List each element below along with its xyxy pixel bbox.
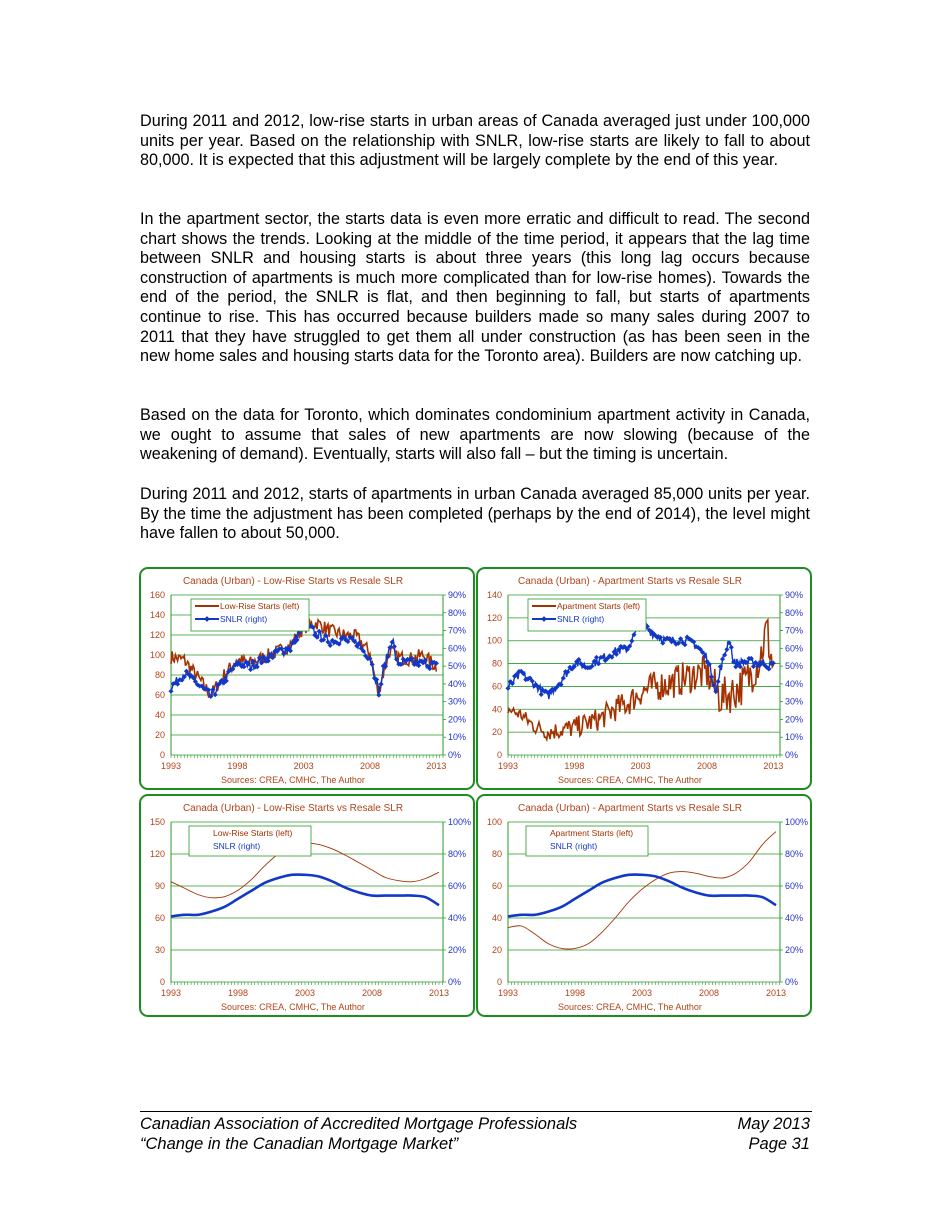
y-right-tick-label: 60% (448, 643, 467, 654)
x-tick-label: 2013 (426, 761, 447, 771)
paragraph-2: In the apartment sector, the starts data is even more erratic and difficult to read. The second chart shows the trends. Looking at the middle of the time period, it appears that the lag time between SNLR and housing starts is about three years (this long lag occurs because construction of apartments is much more complicated than for low-rise homes). Towards the end of the period, the SNLR is flat, and then beginning to fall, but starts of apartments continue to rise. This has occurred because builders made so many sales during 2007 to 2011 that they have struggled to get them all under construction (as has been seen in the new home sales and housing starts data for the Toronto area). Builders are now catching up. (140, 210, 810, 366)
y-right-tick-label: 0% (448, 750, 462, 760)
snlr-marker (168, 689, 173, 694)
footer-organization: Canadian Association of Accredited Mortgage Professionals (140, 1115, 578, 1133)
y-right-tick-label: 20% (785, 714, 804, 725)
paragraph-4: During 2011 and 2012, starts of apartments in urban Canada averaged 85,000 units per year. By the time the adjustment has been completed (perhaps by the end of 2014), the level might have fallen to about 50,000. (140, 485, 810, 543)
y-right-tick-label: 20% (448, 714, 467, 725)
y-right-tick-label: 60% (785, 881, 804, 891)
y-left-tick-label: 80 (491, 849, 502, 859)
footer-date: May 2013 (737, 1115, 810, 1133)
legend-label: SNLR (right) (213, 841, 261, 851)
y-left-tick-label: 20 (491, 727, 502, 738)
y-left-tick-label: 0 (496, 977, 502, 987)
y-left-tick-label: 100 (149, 650, 165, 660)
y-left-tick-label: 60 (491, 681, 502, 692)
x-tick-label: 2008 (697, 761, 718, 771)
chart-title: Canada (Urban) - Low-Rise Starts vs Resale SLR (182, 803, 404, 814)
legend-label: Low-Rise Starts (left) (213, 828, 293, 838)
footer-rule (140, 1111, 812, 1112)
y-right-tick-label: 40% (448, 678, 467, 689)
x-tick-label: 1993 (160, 988, 182, 998)
snlr-marker (379, 682, 384, 687)
y-right-tick-label: 40% (785, 678, 804, 689)
y-left-tick-label: 0 (159, 977, 165, 987)
x-tick-label: 1998 (227, 988, 249, 998)
snlr-marker (709, 674, 714, 679)
x-tick-label: 2003 (631, 988, 653, 998)
y-left-tick-label: 100 (486, 817, 502, 827)
x-tick-label: 2008 (698, 988, 720, 998)
x-tick-label: 2013 (428, 988, 449, 998)
chart-source: Sources: CREA, CMHC, The Author (558, 1002, 702, 1012)
y-left-tick-label: 100 (486, 635, 502, 646)
y-right-tick-label: 50% (448, 661, 467, 672)
y-right-tick-label: 80% (785, 849, 804, 859)
y-left-tick-label: 80 (491, 658, 502, 669)
y-left-tick-label: 40 (154, 710, 165, 720)
y-right-tick-label: 90% (785, 590, 804, 600)
legend-label: SNLR (right) (550, 841, 598, 851)
y-left-tick-label: 120 (149, 849, 165, 859)
chart-lowrise-actual (139, 567, 475, 790)
chart-lowrise-smoothed (139, 794, 475, 1017)
legend-label: SNLR (right) (220, 614, 268, 624)
snlr-marker (729, 645, 734, 650)
y-right-tick-label: 40% (448, 913, 467, 923)
legend-label: Apartment Starts (left) (550, 828, 634, 838)
y-left-tick-label: 0 (159, 750, 165, 760)
chart-svg (141, 796, 472, 1014)
paragraph-3: Based on the data for Toronto, which dominates condominium apartment activity in Canada, we ought to assume that sales of new apartments are now slowing (because of the weakening of demand). Eventually, starts will also fall – but the timing is uncertain. (140, 406, 810, 464)
chart-apartment-actual (476, 567, 812, 790)
x-tick-label: 1993 (160, 761, 182, 771)
y-right-tick-label: 70% (785, 625, 804, 636)
legend-label: SNLR (right) (557, 614, 605, 624)
y-right-tick-label: 0% (448, 977, 462, 987)
y-right-tick-label: 80% (448, 849, 467, 859)
y-left-tick-label: 40 (491, 704, 502, 715)
y-left-tick-label: 20 (154, 730, 165, 740)
x-tick-label: 2008 (361, 988, 383, 998)
y-left-tick-label: 60 (491, 881, 502, 891)
x-tick-label: 1993 (497, 988, 519, 998)
x-tick-label: 2003 (294, 988, 316, 998)
x-tick-label: 2008 (360, 761, 381, 771)
y-right-tick-label: 20% (448, 945, 467, 955)
x-tick-label: 1993 (497, 761, 519, 771)
x-tick-label: 2003 (293, 761, 314, 771)
y-left-tick-label: 150 (149, 817, 165, 827)
y-right-tick-label: 80% (785, 607, 804, 618)
x-tick-label: 1998 (227, 761, 248, 771)
y-left-tick-label: 30 (154, 945, 165, 955)
chart-svg (478, 796, 809, 1014)
y-right-tick-label: 10% (448, 732, 467, 743)
y-right-tick-label: 0% (785, 750, 799, 760)
y-left-tick-label: 80 (154, 670, 165, 680)
y-right-tick-label: 100% (448, 817, 472, 827)
snlr-marker (724, 647, 729, 652)
chart-svg (478, 569, 809, 787)
y-right-tick-label: 100% (785, 817, 809, 827)
y-right-tick-label: 80% (448, 607, 467, 618)
snlr-marker (720, 657, 725, 662)
chart-title: Canada (Urban) - Low-Rise Starts vs Resale SLR (182, 576, 404, 587)
y-right-tick-label: 60% (448, 881, 467, 891)
y-left-tick-label: 140 (486, 590, 502, 600)
y-right-tick-label: 0% (785, 977, 799, 987)
y-left-tick-label: 60 (154, 690, 165, 700)
footer-document-title: “Change in the Canadian Mortgage Market” (140, 1135, 459, 1153)
chart-apartment-smoothed (476, 794, 812, 1017)
footer-page-number: Page 31 (748, 1135, 810, 1153)
chart-title: Canada (Urban) - Apartment Starts vs Resale SLR (518, 576, 742, 587)
y-left-tick-label: 140 (149, 610, 165, 620)
legend-label: Low-Rise Starts (left) (220, 601, 300, 611)
y-left-tick-label: 60 (154, 913, 165, 923)
chart-source: Sources: CREA, CMHC, The Author (558, 775, 702, 785)
x-tick-label: 1998 (564, 988, 586, 998)
y-right-tick-label: 50% (785, 661, 804, 672)
snlr-marker (248, 667, 253, 672)
x-tick-label: 2003 (630, 761, 651, 771)
legend-label: Apartment Starts (left) (557, 601, 641, 611)
y-left-tick-label: 0 (496, 750, 502, 760)
x-tick-label: 2013 (765, 988, 786, 998)
chart-svg (141, 569, 472, 787)
y-left-tick-label: 160 (149, 590, 165, 600)
x-tick-label: 1998 (564, 761, 585, 771)
y-right-tick-label: 90% (448, 590, 467, 600)
x-tick-label: 2013 (763, 761, 784, 771)
y-left-tick-label: 20 (491, 945, 502, 955)
snlr-marker (716, 679, 721, 684)
starts-series-line (508, 620, 773, 740)
y-left-tick-label: 120 (149, 630, 165, 640)
chart-title: Canada (Urban) - Apartment Starts vs Resale SLR (518, 803, 742, 814)
y-right-tick-label: 30% (785, 696, 804, 707)
y-right-tick-label: 30% (448, 696, 467, 707)
paragraph-1: During 2011 and 2012, low-rise starts in urban areas of Canada averaged just under 100,000 units per year. Based on the relationship with SNLR, low-rise starts are likely to fall to about 80,000. It is expected that this adjustment will be largely complete by the end of this year. (140, 112, 810, 170)
chart-source: Sources: CREA, CMHC, The Author (221, 1002, 365, 1012)
y-right-tick-label: 20% (785, 945, 804, 955)
y-right-tick-label: 40% (785, 913, 804, 923)
y-left-tick-label: 40 (491, 913, 502, 923)
y-left-tick-label: 120 (486, 612, 502, 623)
y-right-tick-label: 60% (785, 643, 804, 654)
y-right-tick-label: 70% (448, 625, 467, 636)
y-left-tick-label: 90 (154, 881, 165, 891)
chart-source: Sources: CREA, CMHC, The Author (221, 775, 365, 785)
y-right-tick-label: 10% (785, 732, 804, 743)
snlr-marker (629, 638, 634, 643)
snlr-series-line (508, 874, 776, 916)
